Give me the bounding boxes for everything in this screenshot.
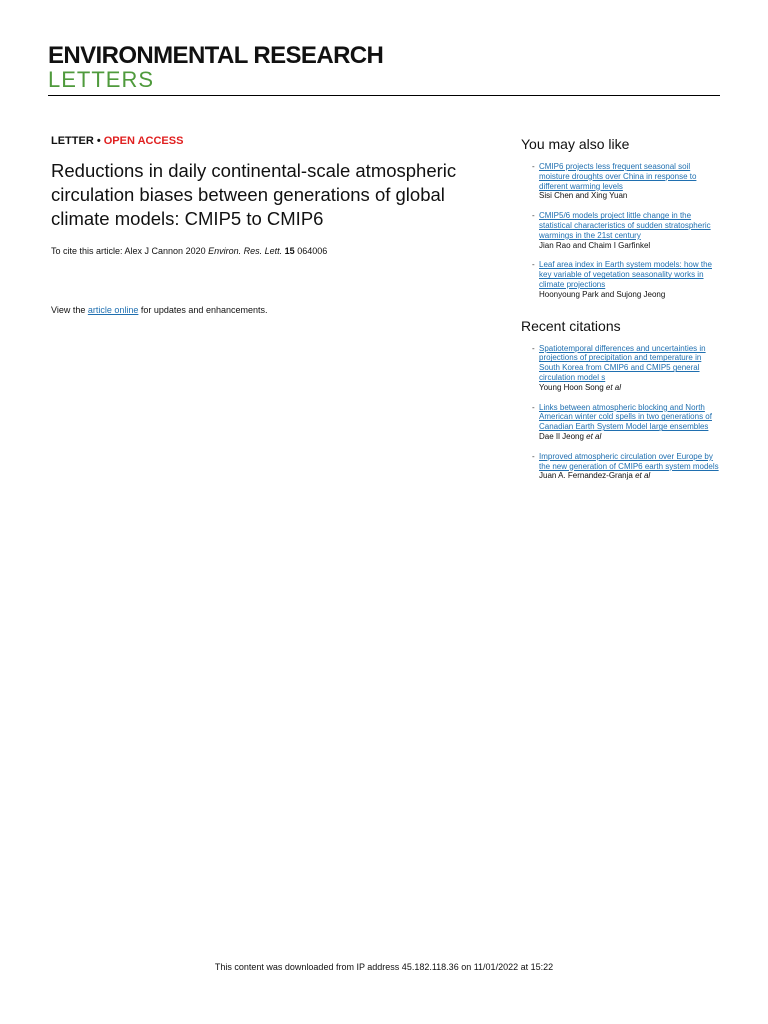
journal-name: ENVIRONMENTAL RESEARCH [48,42,384,69]
journal-header [48,44,720,92]
list-item [539,162,721,201]
article-info [51,135,506,257]
list-item [539,260,721,299]
article-type [51,135,506,147]
citation-prefix: To cite this article: Alex J Cannon 2020 [51,246,209,256]
citation-journal: Environ. Res. Lett. [208,246,283,256]
article-type-separator: • [93,135,104,147]
header-divider [48,95,720,96]
authors-text: Sisi Chen and Xing Yuan [539,191,628,201]
citation-authors [539,432,721,442]
recent-citations-heading: Recent citations [521,317,621,334]
download-footer: This content was downloaded from IP address 45.182.118.36 on 11/01/2022 at 15:22 [214,962,554,972]
recent-citations-section [521,318,721,482]
authors-text: Juan A. Fernandez-Granja [539,471,636,481]
related-article-authors [539,241,721,251]
citation-authors [539,383,721,393]
related-article-link[interactable]: - Leaf area index in Earth system models: how the key variable of vegetation seasonality works in climate projections [539,260,712,289]
authors-text: Hoonyoung Park and Sujong Jeong [539,289,666,299]
citation-line [51,245,506,257]
also-like-list [521,162,721,300]
authors-text: Young Hoon Song [539,382,606,392]
authors-etal: et al [586,431,602,441]
citation-authors [539,471,721,481]
related-article-link[interactable]: - CMIP6 projects less frequent seasonal soil moisture droughts over China in response to different warming levels [539,162,697,191]
list-item [539,211,721,250]
also-like-heading: You may also like [521,136,630,152]
related-article-authors [539,290,721,300]
related-article-authors [539,191,721,201]
recent-citations-list [521,344,721,482]
list-item [539,344,721,393]
article-title: Reductions in daily continental-scale atmospheric circulation biases between generations of global climate models: CMIP5 to CMIP6 [51,160,457,229]
list-item [539,403,721,442]
authors-text: Jian Rao and Chaim I Garfinkel [539,240,651,250]
article-type-label: LETTER [51,135,94,147]
view-online-suffix: for updates and enhancements. [138,305,268,315]
authors-text: Dae Il Jeong [539,431,587,441]
list-item [539,452,721,481]
view-online-line [51,305,267,315]
sidebar [521,136,721,491]
citation-article-number: 064006 [297,246,328,256]
open-access-badge: OPEN ACCESS [103,135,184,147]
related-article-link[interactable]: - CMIP5/6 models project little change in the statistical characteristics of sudden stratospheric warmings in the 21st century [539,211,711,240]
authors-etal: et al [635,471,651,481]
authors-etal: et al [605,382,621,392]
citation-volume: 15 [284,246,295,256]
citation-article-link[interactable]: - Improved atmospheric circulation over Europe by the new generation of CMIP6 earth system models [539,451,719,471]
view-online-prefix: View the [51,305,88,315]
citation-article-link[interactable]: - Links between atmospheric blocking and North American winter cold spells in two generations of Canadian Earth System Model large ensembles [539,402,712,432]
article-online-link[interactable]: article online [87,305,139,315]
journal-subname: LETTERS [48,67,155,92]
citation-article-link[interactable]: - Spatiotemporal differences and uncertainties in projections of precipitation and temperature in South Korea from CMIP6 and CMIP5 general circulation model s [539,343,706,382]
